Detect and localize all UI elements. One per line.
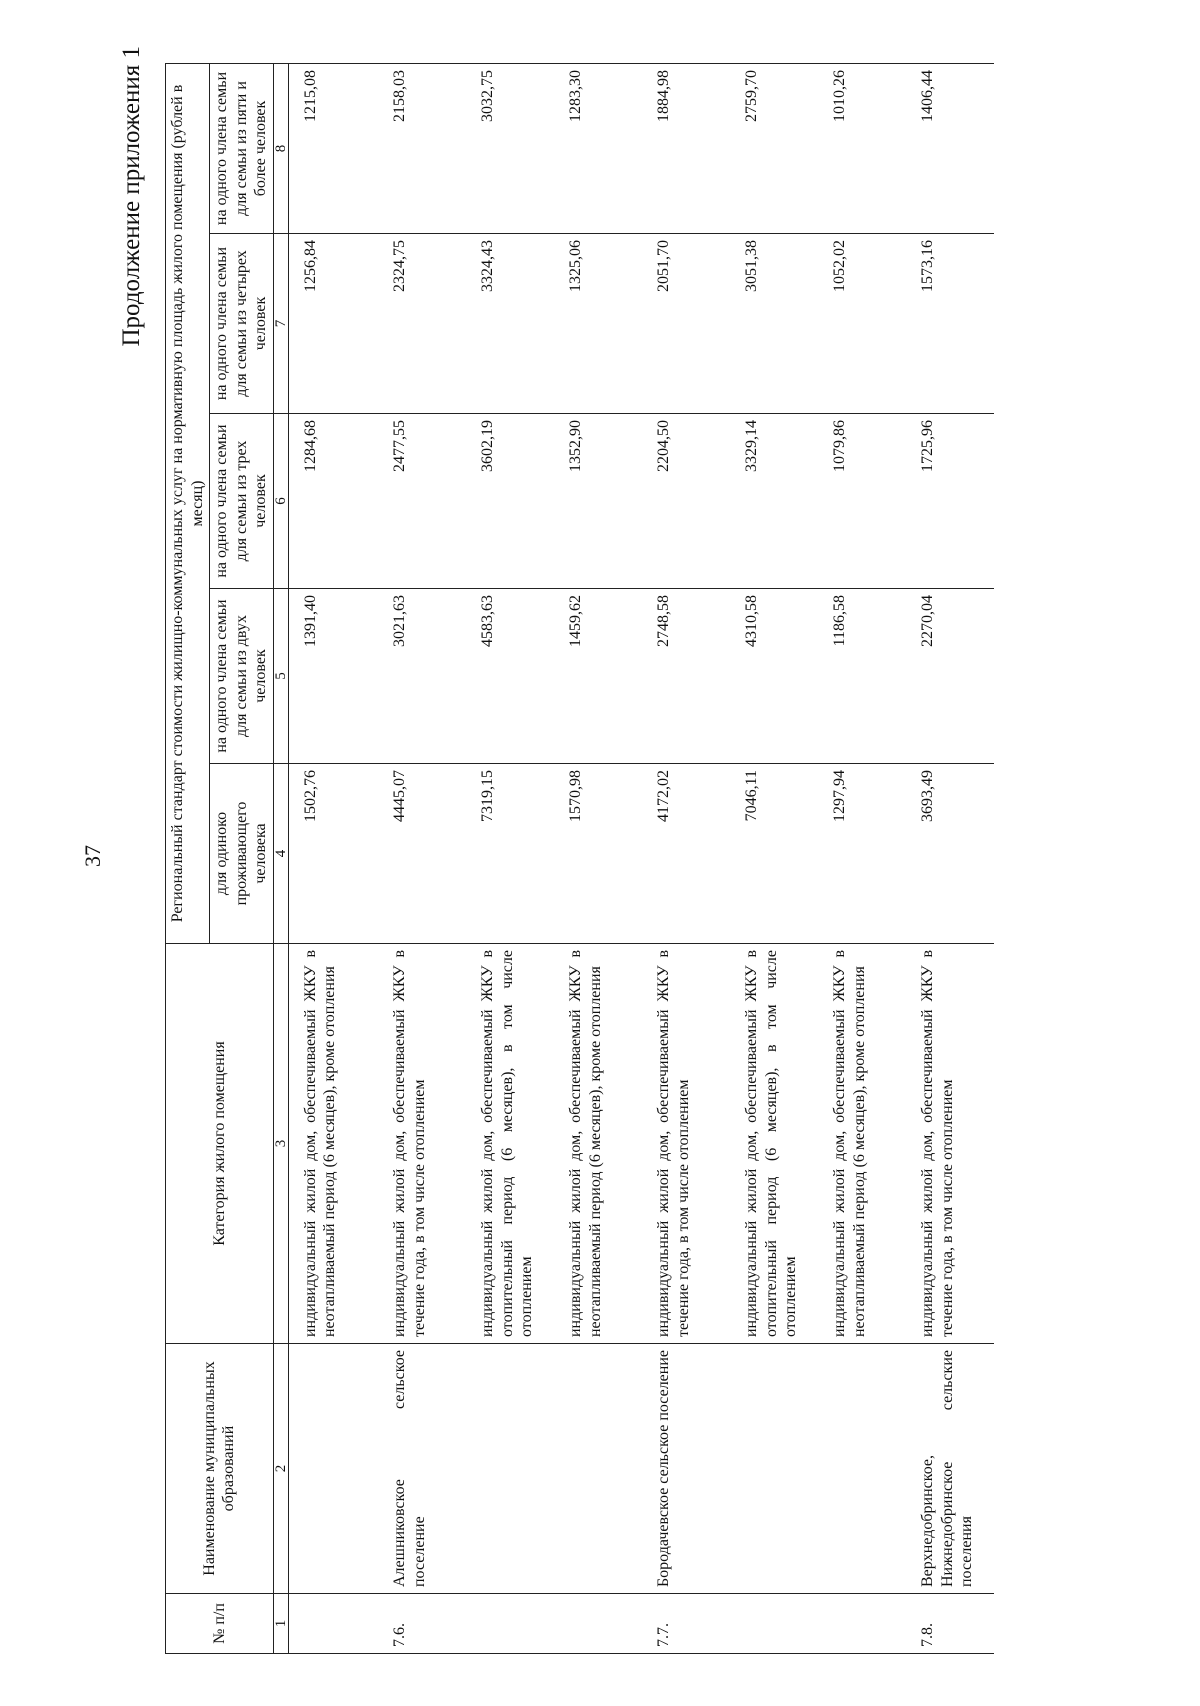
- value-col-5: 2270,04: [906, 589, 994, 764]
- table-row: [818, 63, 906, 1653]
- value-col-8: 1406,44: [906, 63, 994, 233]
- row-name: [288, 1344, 378, 1594]
- header-col-7: на одного члена семьи для семьи из четырех человек: [210, 234, 274, 414]
- row-name: Алешниковское сельское поселение: [378, 1344, 466, 1594]
- table-row: [466, 63, 554, 1653]
- value-col-7: 1325,06: [554, 234, 642, 414]
- colnum-4: 4: [273, 764, 288, 944]
- value-col-4: 4445,07: [378, 764, 466, 944]
- value-col-8: 1010,26: [818, 63, 906, 233]
- row-name: Бородачевское сельское поселение: [642, 1344, 730, 1594]
- table-row: [554, 63, 642, 1653]
- table-row: [642, 63, 730, 1653]
- row-name: [730, 1344, 818, 1594]
- housing-cost-table: [165, 63, 994, 1654]
- row-category: индивидуальный жилой дом, обеспечиваемый ЖКУ в отопительный период (6 месяцев), в том числе отоплением: [730, 944, 818, 1344]
- row-category: индивидуальный жилой дом, обеспечиваемый ЖКУ в течение года, в том числе отоплением: [378, 944, 466, 1344]
- table-row: [730, 63, 818, 1653]
- value-col-7: 1052,02: [818, 234, 906, 414]
- value-col-6: 1079,86: [818, 414, 906, 589]
- value-col-4: 7319,15: [466, 764, 554, 944]
- value-col-7: 3324,43: [466, 234, 554, 414]
- value-col-4: 4172,02: [642, 764, 730, 944]
- value-col-5: 1459,62: [554, 589, 642, 764]
- row-num: [554, 1594, 642, 1654]
- value-col-7: 2051,70: [642, 234, 730, 414]
- row-num: 7.7.: [642, 1594, 730, 1654]
- value-col-7: 1573,16: [906, 234, 994, 414]
- value-col-4: 7046,11: [730, 764, 818, 944]
- header-num: № п/п: [166, 1594, 274, 1654]
- value-col-4: 1502,76: [288, 764, 378, 944]
- row-name: [466, 1344, 554, 1594]
- colnum-6: 6: [273, 414, 288, 589]
- value-col-8: 1283,30: [554, 63, 642, 233]
- value-col-6: 3602,19: [466, 414, 554, 589]
- value-col-6: 2477,55: [378, 414, 466, 589]
- header-col-5: на одного члена семьи для семьи из двух человек: [210, 589, 274, 764]
- value-col-6: 3329,14: [730, 414, 818, 589]
- header-row-1: [166, 63, 210, 1653]
- value-col-8: 2759,70: [730, 63, 818, 233]
- row-category: индивидуальный жилой дом, обеспечиваемый ЖКУ в течение года, в том числе отоплением: [642, 944, 730, 1344]
- row-num: [818, 1594, 906, 1654]
- value-col-5: 1391,40: [288, 589, 378, 764]
- row-num: 7.6.: [378, 1594, 466, 1654]
- value-col-8: 1215,08: [288, 63, 378, 233]
- row-category: индивидуальный жилой дом, обеспечиваемый ЖКУ в течение года, в том числе отоплением: [906, 944, 994, 1344]
- value-col-6: 1284,68: [288, 414, 378, 589]
- value-col-7: 1256,84: [288, 234, 378, 414]
- row-num: [730, 1594, 818, 1654]
- colnum-1: 1: [273, 1594, 288, 1654]
- value-col-7: 2324,75: [378, 234, 466, 414]
- row-category: индивидуальный жилой дом, обеспечиваемый ЖКУ в отопительный период (6 месяцев), в том числе отоплением: [466, 944, 554, 1344]
- row-name: Верхнедобринское, Нижнедобринское сельские поселения: [906, 1344, 994, 1594]
- table-row: [288, 63, 378, 1653]
- value-col-5: 2748,58: [642, 589, 730, 764]
- header-standard: Региональный стандарт стоимости жилищно-коммунальных услуг на нормативную площадь жилого помещения (рублей в месяц): [166, 63, 210, 943]
- value-col-5: 1186,58: [818, 589, 906, 764]
- colnum-7: 7: [273, 234, 288, 414]
- page-number: 37: [80, 845, 105, 867]
- row-category: индивидуальный жилой дом, обеспечиваемый ЖКУ в неотапливаемый период (6 месяцев), кроме отопления: [288, 944, 378, 1344]
- value-col-5: 4310,58: [730, 589, 818, 764]
- header-col-4: для одиноко проживающего человека: [210, 764, 274, 944]
- row-num: [288, 1594, 378, 1654]
- colnum-3: 3: [273, 944, 288, 1344]
- colnum-2: 2: [273, 1344, 288, 1594]
- colnum-5: 5: [273, 589, 288, 764]
- value-col-8: 3032,75: [466, 63, 554, 233]
- row-category: индивидуальный жилой дом, обеспечиваемый ЖКУ в неотапливаемый период (6 месяцев), кроме отопления: [818, 944, 906, 1344]
- header-category: Категория жилого помещения: [166, 944, 274, 1344]
- value-col-6: 2204,50: [642, 414, 730, 589]
- value-col-8: 1884,98: [642, 63, 730, 233]
- value-col-7: 3051,38: [730, 234, 818, 414]
- header-col-6: на одного члена семьи для семьи из трех человек: [210, 414, 274, 589]
- value-col-4: 3693,49: [906, 764, 994, 944]
- table-row: [906, 63, 994, 1653]
- value-col-5: 3021,63: [378, 589, 466, 764]
- row-num: [466, 1594, 554, 1654]
- value-col-4: 1570,98: [554, 764, 642, 944]
- value-col-5: 4583,63: [466, 589, 554, 764]
- column-number-row: [273, 63, 288, 1653]
- header-col-8: на одного члена семьи для семьи из пяти и более человек: [210, 63, 274, 233]
- row-name: [554, 1344, 642, 1594]
- value-col-6: 1725,96: [906, 414, 994, 589]
- row-name: [818, 1344, 906, 1594]
- row-num: 7.8.: [906, 1594, 994, 1654]
- value-col-4: 1297,94: [818, 764, 906, 944]
- value-col-8: 2158,03: [378, 63, 466, 233]
- continuation-caption: Продолжение приложения 1: [118, 46, 145, 347]
- table-row: [378, 63, 466, 1653]
- row-category: индивидуальный жилой дом, обеспечиваемый ЖКУ в неотапливаемый период (6 месяцев), кроме отопления: [554, 944, 642, 1344]
- header-name: Наименование муниципальных образований: [166, 1344, 274, 1594]
- value-col-6: 1352,90: [554, 414, 642, 589]
- colnum-8: 8: [273, 63, 288, 233]
